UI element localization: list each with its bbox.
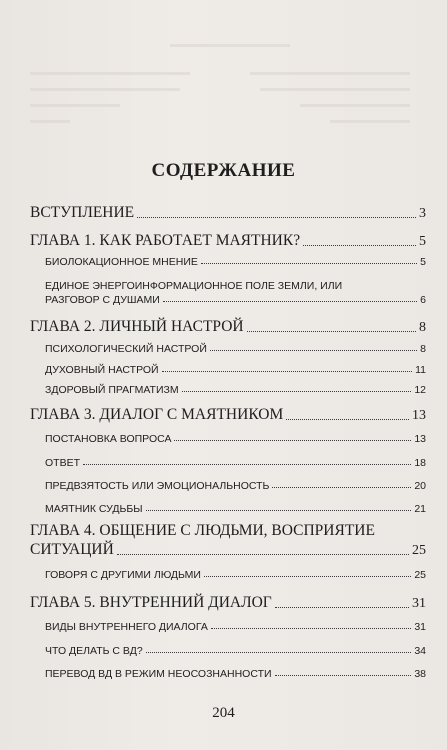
toc-entry-page: 5 xyxy=(419,234,426,249)
toc-entry-label: СИТУАЦИЙ xyxy=(30,541,114,558)
dot-leader xyxy=(117,554,409,555)
toc-entry-section xyxy=(45,480,426,492)
toc-entry-page: 31 xyxy=(412,596,426,611)
toc-entry-page: 8 xyxy=(419,320,426,335)
toc-entry-page: 12 xyxy=(414,384,426,396)
dot-leader xyxy=(146,652,412,653)
show-through-line xyxy=(300,104,410,107)
toc-entry-page: 31 xyxy=(414,621,426,633)
toc-entry-section xyxy=(45,256,426,268)
toc-entry-label: ЧТО ДЕЛАТЬ С ВД? xyxy=(45,645,143,657)
toc-entry-section xyxy=(45,621,426,633)
toc-entry-chapter-4 xyxy=(30,541,426,559)
toc-entry-page: 3 xyxy=(419,206,426,221)
dot-leader xyxy=(163,301,417,302)
toc-entry-section xyxy=(45,433,426,445)
toc-entry-section xyxy=(45,569,426,581)
dot-leader xyxy=(247,331,416,332)
page-number: 204 xyxy=(212,705,235,721)
dot-leader xyxy=(146,510,412,511)
toc-entry-section xyxy=(45,384,426,396)
toc-entry-section xyxy=(45,503,426,515)
dot-leader xyxy=(162,371,413,372)
show-through-line xyxy=(30,104,120,107)
dot-leader xyxy=(275,675,412,676)
toc-entry-label: ГЛАВА 1. КАК РАБОТАЕТ МАЯТНИК? xyxy=(30,232,301,249)
toc-entry-label: ПРЕДВЗЯТОСТЬ ИЛИ ЭМОЦИОНАЛЬНОСТЬ xyxy=(45,480,270,492)
toc-entry-label: ПСИХОЛОГИЧЕСКИЙ НАСТРОЙ xyxy=(45,343,207,355)
toc-entry-page: 11 xyxy=(415,364,426,376)
toc-entry-label: ОТВЕТ xyxy=(45,457,81,469)
toc-entry-section xyxy=(45,364,426,376)
toc-entry-page: 8 xyxy=(420,343,426,355)
dot-leader xyxy=(182,391,412,392)
toc-entry-section xyxy=(45,457,426,469)
dot-leader xyxy=(275,607,409,608)
dot-leader xyxy=(83,464,411,465)
toc-entry-label: ГЛАВА 5. ВНУТРЕННИЙ ДИАЛОГ xyxy=(30,594,272,611)
dot-leader xyxy=(286,419,409,420)
dot-leader xyxy=(211,628,411,629)
dot-leader xyxy=(137,217,416,218)
toc-entry-page: 34 xyxy=(414,645,426,657)
toc-entry-label: РАЗГОВОР С ДУШАМИ xyxy=(45,294,160,306)
dot-leader xyxy=(303,245,416,246)
dot-leader xyxy=(204,576,411,577)
toc-entry-section xyxy=(45,343,426,355)
toc-entry-section xyxy=(45,294,426,306)
show-through-line xyxy=(250,72,410,75)
toc-entry-section xyxy=(45,645,426,657)
toc-entry-page: 25 xyxy=(412,543,426,558)
toc-entry-page: 5 xyxy=(420,256,426,268)
show-through-line xyxy=(30,120,70,123)
toc-entry-page: 18 xyxy=(414,457,426,469)
dot-leader xyxy=(210,350,417,351)
show-through-line xyxy=(260,88,410,91)
toc-entry-label: ГЛАВА 2. ЛИЧНЫЙ НАСТРОЙ xyxy=(30,318,244,335)
toc-entry-page: 13 xyxy=(414,433,426,445)
toc-entry-label: ВСТУПЛЕНИЕ xyxy=(30,204,135,221)
toc-entry-page: 20 xyxy=(414,480,426,492)
toc-entry-label-line: ГЛАВА 4. ОБЩЕНИЕ С ЛЮДЬМИ, ВОСПРИЯТИЕ xyxy=(30,522,375,539)
toc-entry-page: 13 xyxy=(412,408,426,423)
show-through-line xyxy=(170,44,290,47)
toc-entry-page: 6 xyxy=(420,294,426,306)
show-through-line xyxy=(330,120,410,123)
toc-entry-label: ПЕРЕВОД ВД В РЕЖИМ НЕОСОЗНАННОСТИ xyxy=(45,668,272,680)
toc-entry-label: ПОСТАНОВКА ВОПРОСА xyxy=(45,433,172,445)
toc-entry-chapter-1 xyxy=(30,232,426,250)
toc-entry-chapter-2 xyxy=(30,318,426,336)
page-title: СОДЕРЖАНИЕ xyxy=(151,160,296,181)
dot-leader xyxy=(174,440,411,441)
toc-entry-label: БИОЛОКАЦИОННОЕ МНЕНИЕ xyxy=(45,256,198,268)
toc-entry-label: ГЛАВА 3. ДИАЛОГ С МАЯТНИКОМ xyxy=(30,406,284,423)
toc-entry-label: ЗДОРОВЫЙ ПРАГМАТИЗМ xyxy=(45,384,179,396)
toc-entry-section xyxy=(45,668,426,680)
show-through-line xyxy=(30,72,190,75)
toc-entry-label-line: ЕДИНОЕ ЭНЕРГОИНФОРМАЦИОННОЕ ПОЛЕ ЗЕМЛИ, ИЛИ xyxy=(45,280,343,292)
toc-entry-label: МАЯТНИК СУДЬБЫ xyxy=(45,503,143,515)
toc-entry-chapter-3 xyxy=(30,406,426,424)
toc-entry-label: ВИДЫ ВНУТРЕННЕГО ДИАЛОГА xyxy=(45,621,208,633)
dot-leader xyxy=(272,487,411,488)
toc-entry-chapter-5 xyxy=(30,594,426,612)
dot-leader xyxy=(201,263,417,264)
toc-entry-label: ДУХОВНЫЙ НАСТРОЙ xyxy=(45,364,159,376)
show-through-line xyxy=(30,88,180,91)
toc-entry-label: ГОВОРЯ С ДРУГИМИ ЛЮДЬМИ xyxy=(45,569,201,581)
toc-entry-page: 21 xyxy=(414,503,426,515)
toc-entry-page: 25 xyxy=(414,569,426,581)
toc-entry-page: 38 xyxy=(414,668,426,680)
toc-entry-intro xyxy=(30,204,426,222)
